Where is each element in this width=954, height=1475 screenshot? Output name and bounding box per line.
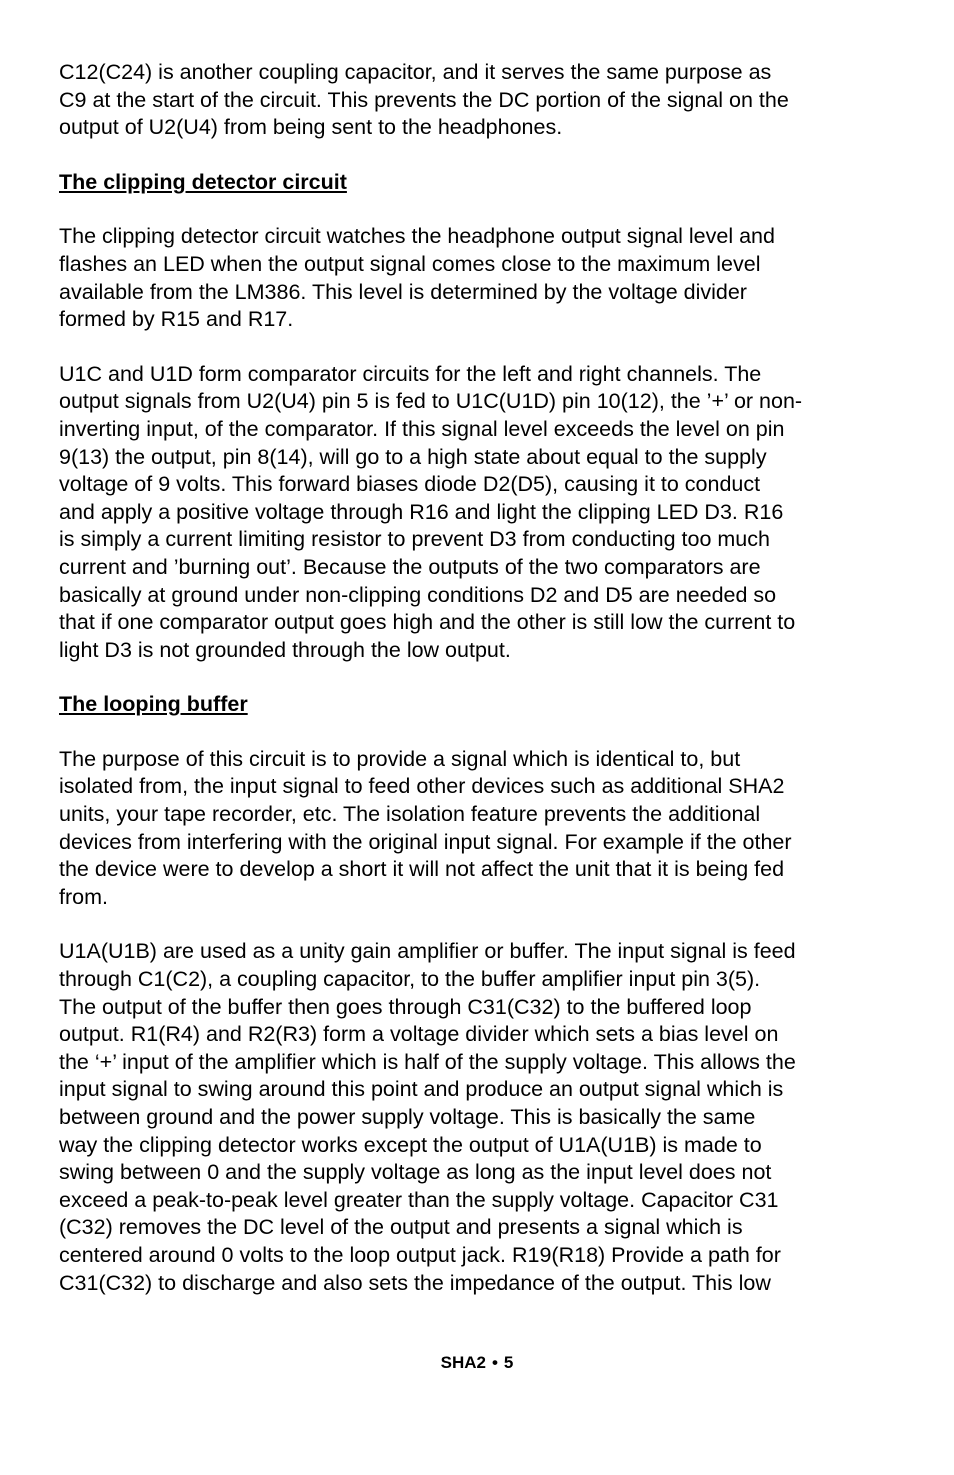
paragraph-looping-buffer-purpose: The purpose of this circuit is to provide a signal which is identical to, but isolated from, the input signal to feed other devices such as additional SHA2 units, your tape recorder, etc. The isolation feature prevents the additional devices from interfering with the original input signal. For example if the other the device were to develop a short it will not affect the unit that it is being fed from. [59,746,792,909]
heading-clipping-detector: The clipping detector circuit [59,169,347,194]
footer-doc-name: SHA2 [440,1353,486,1372]
paragraph-unity-gain-buffer: U1A(U1B) are used as a unity gain amplifier or buffer. The input signal is feed through C1(C2), a coupling capacitor, to the buffer amplifier input pin 3(5). The output of the buffer then goes through C31(C32) to the buffered loop output. R1(R4) and R2(R3) form a voltage divider which sets a bias level on the ‘+’ input of the amplifier which is half of the supply voltage. This allows the input signal to swing around this point and produce an output signal which is between ground and the power supply voltage. This is basically the same way the clipping detector works except the output of U1A(U1B) is made to swing between 0 and the supply voltage as long as the input level does not exceed a peak-to-peak level greater than the supply voltage. Capacitor C31 (C32) removes the DC level of the output and presents a signal which is centered around 0 volts to the loop output jack. R19(R18) Provide a path for C31(C32) to discharge and also sets the impedance of the output. This low [59,939,796,1295]
page-footer [0,1352,954,1374]
paragraph-comparator-circuits: U1C and U1D form comparator circuits for the left and right channels. The output signals from U2(U4) pin 5 is fed to U1C(U1D) pin 10(12), the ’+’ or non- inverting input, of the comparator. If this signal level exceeds the level on pin 9(13) the output, pin 8(14), will go to a high state about equal to the supply voltage of 9 volts. This forward biases diode D2(D5), causing it to conduct and apply a positive voltage through R16 and light the clipping LED D3. R16 is simply a current limiting resistor to prevent D3 from conducting too much current and ’burning out’. Because the outputs of the two comparators are basically at ground under non-clipping conditions D2 and D5 are needed so that if one comparator output goes high and the other is still low the current to light D3 is not grounded through the low output. [59,361,803,662]
paragraph-coupling-capacitor: C12(C24) is another coupling capacitor, and it serves the same purpose as C9 at the start of the circuit. This prevents the DC portion of the signal on the output of U2(U4) from being sent to the headphones. [59,60,789,140]
page-content [59,59,899,1324]
footer-page-number: 5 [503,1353,514,1372]
paragraph-clipping-detector-intro: The clipping detector circuit watches the headphone output signal level and flashes an LED when the output signal comes close to the maximum level available from the LM386. This level is determined by the voltage divider formed by R15 and R17. [59,224,775,332]
heading-looping-buffer: The looping buffer [59,692,248,717]
footer-bullet-icon: • [491,1353,498,1372]
